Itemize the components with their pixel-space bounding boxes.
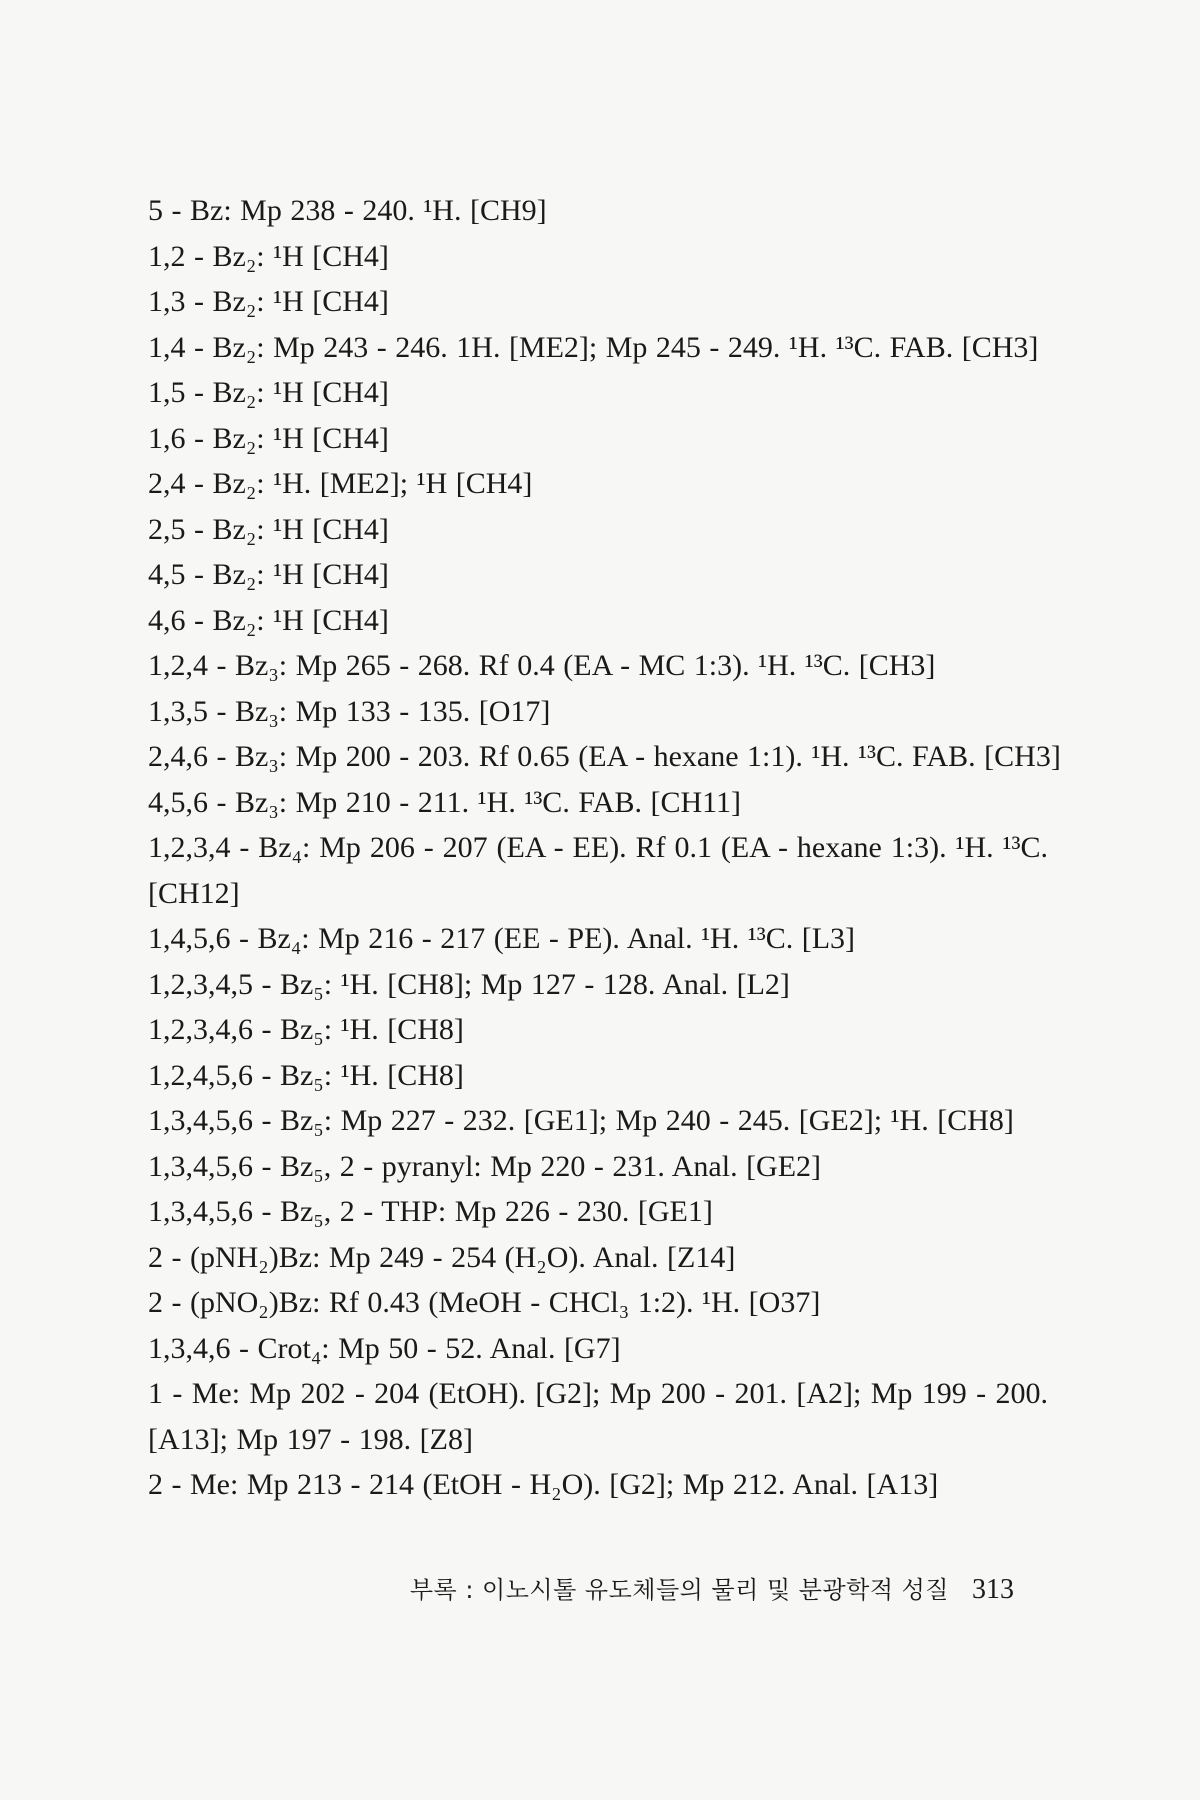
- list-item: 1,2,3,4 - Bz₄: Mp 206 - 207 (EA - EE). Rf 0.1 (EA - hexane 1:3). ¹H. ¹³C. [CH12]: [148, 831, 1048, 910]
- list-item: 1,2,4 - Bz₃: Mp 265 - 268. Rf 0.4 (EA - MC 1:3). ¹H. ¹³C. [CH3]: [148, 649, 936, 682]
- list-item: 1,2,3,4,5 - Bz₅: ¹H. [CH8]; Mp 127 - 128. Anal. [L2]: [148, 967, 790, 1001]
- footer-title: 부록 : 이노시톨 유도체들의 물리 및 분광학적 성질: [409, 1576, 949, 1604]
- entry-list: [148, 188, 1061, 1508]
- list-item: 1,5 - Bz₂: ¹H [CH4]: [148, 376, 389, 409]
- list-item: 2,5 - Bz₂: ¹H [CH4]: [148, 512, 389, 546]
- list-item: 1,2,3,4,6 - Bz₅: ¹H. [CH8]: [148, 1013, 464, 1046]
- list-item: 1,3 - Bz₂: ¹H [CH4]: [148, 285, 389, 318]
- list-item: 1,4 - Bz₂: Mp 243 - 246. 1H. [ME2]; Mp 245 - 249. ¹H. ¹³C. FAB. [CH3]: [148, 330, 1039, 364]
- list-item: 4,5 - Bz₂: ¹H [CH4]: [148, 558, 389, 591]
- list-item: 2,4 - Bz₂: ¹H. [ME2]; ¹H [CH4]: [148, 467, 533, 500]
- list-item: 1,2,4,5,6 - Bz₅: ¹H. [CH8]: [148, 1058, 464, 1092]
- list-item: 1,3,4,6 - Crot₄: Mp 50 - 52. Anal. [G7]: [148, 1331, 621, 1365]
- list-item: 5 - Bz: Mp 238 - 240. ¹H. [CH9]: [148, 194, 547, 227]
- page-footer: [410, 1570, 1014, 1606]
- list-item: 4,6 - Bz₂: ¹H [CH4]: [148, 603, 389, 637]
- list-item: 1,6 - Bz₂: ¹H [CH4]: [148, 421, 389, 455]
- list-item: 1 - Me: Mp 202 - 204 (EtOH). [G2]; Mp 200 - 201. [A2]; Mp 199 - 200. [A13]; Mp 197 - 198. [Z8]: [148, 1377, 1048, 1456]
- list-item: 2 - (pNH₂)Bz: Mp 249 - 254 (H₂O). Anal. [Z14]: [148, 1240, 736, 1274]
- list-item: 1,3,4,5,6 - Bz₅: Mp 227 - 232. [GE1]; Mp 240 - 245. [GE2]; ¹H. [CH8]: [148, 1104, 1014, 1137]
- list-item: 2 - Me: Mp 213 - 214 (EtOH - H₂O). [G2]; Mp 212. Anal. [A13]: [148, 1468, 939, 1501]
- list-item: 1,3,5 - Bz₃: Mp 133 - 135. [O17]: [148, 694, 551, 728]
- list-item: 4,5,6 - Bz₃: Mp 210 - 211. ¹H. ¹³C. FAB. [CH11]: [148, 785, 741, 819]
- list-item: 1,2 - Bz₂: ¹H [CH4]: [148, 239, 389, 273]
- list-item: 1,3,4,5,6 - Bz₅, 2 - THP: Mp 226 - 230. [GE1]: [148, 1195, 713, 1228]
- page-number: 313: [972, 1574, 1014, 1605]
- list-item: 1,3,4,5,6 - Bz₅, 2 - pyranyl: Mp 220 - 231. Anal. [GE2]: [148, 1149, 822, 1183]
- list-item: 2,4,6 - Bz₃: Mp 200 - 203. Rf 0.65 (EA - hexane 1:1). ¹H. ¹³C. FAB. [CH3]: [148, 740, 1061, 773]
- list-item: 1,4,5,6 - Bz₄: Mp 216 - 217 (EE - PE). Anal. ¹H. ¹³C. [L3]: [148, 922, 856, 955]
- list-item: 2 - (pNO₂)Bz: Rf 0.43 (MeOH - CHCl₃ 1:2). ¹H. [O37]: [148, 1286, 821, 1319]
